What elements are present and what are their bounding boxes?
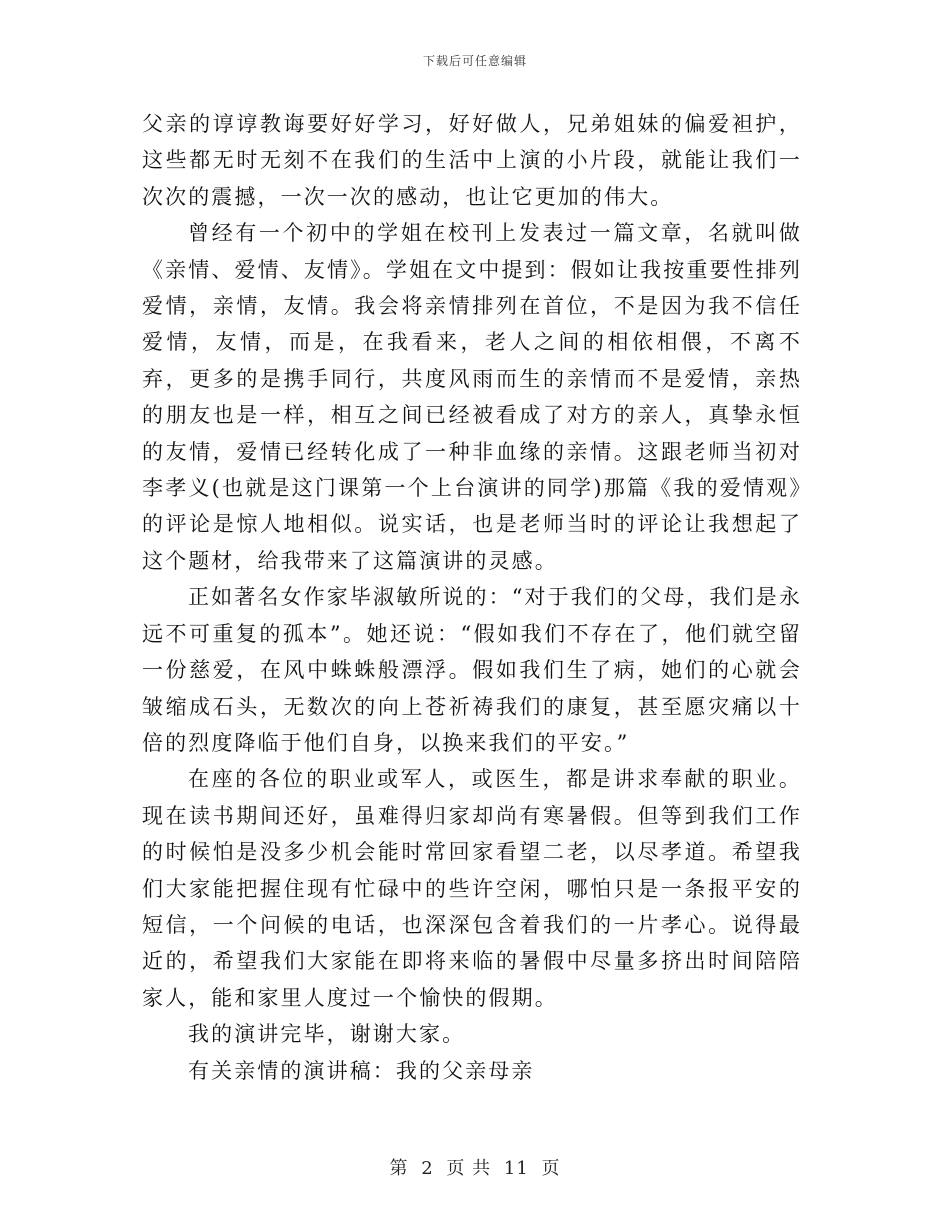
paragraph: 我的演讲完毕，谢谢大家。 xyxy=(188,1022,466,1047)
current-page-number: 2 xyxy=(421,1158,434,1179)
paragraph: 正如著名女作家毕淑敏所说的：“对于我们的父母，我们是永远不可重复的孤本”。她还说：“假如我们不存在了，他们就空留一份慈爱，在风中蛛蛛般漂浮。假如我们生了病，她们的心就会皱缩成石头，无数次的向上苍祈祷我们的康复，甚至愿灾痛以十倍的烈度降临于他们自身，以换来我们的平安。” xyxy=(142,585,802,755)
page-header-note: 下载后可任意编辑 xyxy=(422,54,527,68)
page-footer xyxy=(0,1154,950,1180)
paragraph: 在座的各位的职业或军人，或医生，都是讲求奉献的职业。现在读书期间还好，虽难得归家却尚有寒暑假。但等到我们工作的时候怕是没多少机会能时常回家看望二老，以尽孝道。希望我们大家能把握住现有忙碌中的些许空闲，哪怕只是一条报平安的短信，一个问候的电话，也深深包含着我们的一片孝心。说得最近的，希望我们大家能在即将来临的暑假中尽量多挤出时间陪陪家人，能和家里人度过一个愉快的假期。 xyxy=(142,767,802,1010)
footer-middle: 页 共 xyxy=(446,1158,492,1179)
footer-suffix: 页 xyxy=(541,1158,561,1179)
section-title: 有关亲情的演讲稿：我的父亲母亲 xyxy=(188,1058,535,1083)
total-page-count: 11 xyxy=(503,1158,529,1179)
document-body xyxy=(142,106,802,1089)
paragraph: 曾经有一个初中的学姐在校刊上发表过一篇文章，名就叫做《亲情、爱情、友情》。学姐在文中提到：假如让我按重要性排列爱情，亲情，友情。我会将亲情排列在首位，不是因为我不信任爱情，友情，而是，在我看来，老人之间的相依相偎，不离不弃，更多的是携手同行，共度风雨而生的亲情而不是爱情，亲热的朋友也是一样，相互之间已经被看成了对方的亲人，真挚永恒的友情，爱情已经转化成了一种非血缘的亲情。这跟老师当初对李孝义(也就是这门课第一个上台演讲的同学)那篇《我的爱情观》的评论是惊人地相似。说实话，也是老师当时的评论让我想起了这个题材，给我带来了这篇演讲的灵感。 xyxy=(142,221,802,573)
footer-prefix: 第 xyxy=(389,1158,409,1179)
paragraph-continuation: 父亲的谆谆教诲要好好学习，好好做人，兄弟姐妹的偏爱袒护，这些都无时无刻不在我们的生活中上演的小片段，就能让我们一次次的震撼，一次一次的感动，也让它更加的伟大。 xyxy=(142,112,802,209)
